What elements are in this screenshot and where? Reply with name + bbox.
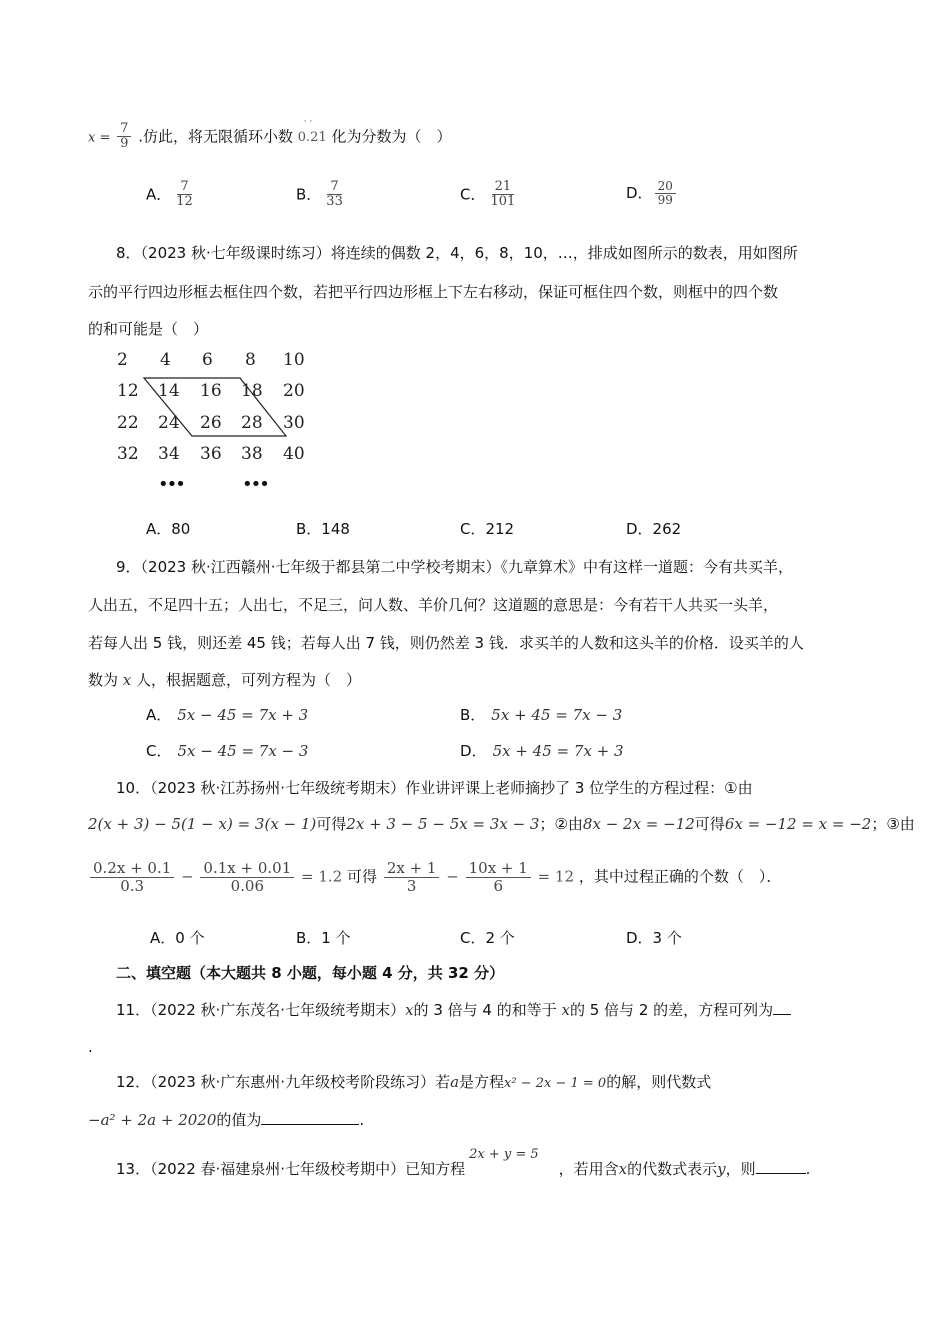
grid-cell: 14: [158, 381, 180, 401]
q10-line3: $\frac{0.2x + 0.1}{0.3}$ − $\frac{0.1x + 0.01}{0.06}$ = 1.2 可得 $\frac{2x + 1}{3}$ − $\frac{10x + 1}{6}$ = 12 ，其中过程正确的个数（ ）．: [88, 860, 781, 894]
q8-line3: 的和可能是（ ）: [88, 320, 209, 338]
grid-cell: 18: [241, 381, 263, 401]
q9-line4: 数为 x 人，根据题意，可列方程为（ ）: [88, 671, 362, 689]
q8-option-d[interactable]: D．262: [626, 520, 682, 538]
ellipsis-icon: •••: [158, 474, 184, 495]
q13-line: 13．（2022 春·福建泉州·七年级校考期中）已知方程2x + y = 5，若用含x的代数式表示y，则 .: [116, 1147, 811, 1178]
q10-option-a[interactable]: A．0 个: [150, 929, 205, 947]
answer-blank[interactable]: [261, 1124, 359, 1125]
q12-line2: −a² + 2a + 2020的值为 .: [88, 1111, 365, 1129]
q10-line1: 10．（2023 秋·江苏扬州·七年级统考期末）作业讲评课上老师摘抄了 3 位学生的方程过程：①由: [116, 779, 753, 797]
grid-cell: 6: [202, 350, 213, 370]
q8-option-c[interactable]: C．212: [460, 520, 515, 538]
q10-option-b[interactable]: B．1 个: [296, 929, 351, 947]
q7-option-d[interactable]: D． $\frac{20}{99}$: [626, 180, 678, 207]
grid-cell: 12: [117, 381, 139, 401]
answer-blank[interactable]: [756, 1173, 806, 1174]
q10-option-c[interactable]: C．2 个: [460, 929, 515, 947]
grid-cell: 10: [283, 350, 305, 370]
grid-cell: 38: [241, 444, 263, 464]
q7-lead-fraction: $\frac{7}{9}$: [117, 122, 131, 152]
grid-cell: 36: [200, 444, 222, 464]
ellipsis-icon: •••: [242, 474, 268, 495]
q7-repeat-dots: · ·: [303, 117, 313, 128]
q7-text2: 化为分数为（ ）: [331, 127, 452, 146]
grid-cell: 28: [241, 413, 263, 433]
grid-cell: 4: [160, 350, 171, 370]
q9-line1: 9．（2023 秋·江西赣州·七年级于都县第二中学校考期末）《九章算术》中有这样一道题：今有共买羊，: [116, 558, 794, 576]
q11-line: 11．（2022 秋·广东茂名·七年级统考期末）x的 3 倍与 4 的和等于 x的 5 倍与 2 的差，方程可列为: [116, 999, 791, 1020]
grid-cell: 22: [117, 413, 139, 433]
q9-option-a[interactable]: A． 5x − 45 = 7x + 3: [146, 706, 309, 724]
q10-option-d[interactable]: D．3 个: [626, 929, 682, 947]
q9-line3: 若每人出 5 钱，则还差 45 钱；若每人出 7 钱，则仍然差 3 钱．求买羊的人数和这头羊的价格．设买羊的人: [88, 634, 804, 652]
q9-option-d[interactable]: D． 5x + 45 = 7x + 3: [460, 742, 624, 760]
q7-line: [88, 117, 452, 152]
grid-cell: 2: [117, 350, 128, 370]
q7-option-c[interactable]: C． $\frac{21}{101}$: [460, 179, 516, 210]
grid-cell: 40: [283, 444, 305, 464]
q7-option-b[interactable]: B． $\frac{7}{33}$: [296, 179, 343, 210]
q9-option-c[interactable]: C． 5x − 45 = 7x − 3: [146, 742, 309, 760]
q10-line2: 2(x + 3) − 5(1 − x) = 3(x − 1)可得2x + 3 − 5 − 5x = 3x − 3；②由8x − 2x = −12可得6x = −12 = x = −2；③由: [88, 815, 915, 833]
q8-line2: 示的平行四边形框去框住四个数，若把平行四边形框上下左右移动，保证可框住四个数，则框中的四个数: [88, 283, 779, 301]
grid-cell: 16: [200, 381, 222, 401]
section-title: 二、填空题（本大题共 8 小题，每小题 4 分，共 32 分）: [116, 964, 505, 982]
q7-decimal: 0.21: [297, 130, 327, 146]
grid-cell: 8: [245, 350, 256, 370]
grid-cell: 26: [200, 413, 222, 433]
q11-end: .: [88, 1038, 93, 1056]
q7-lead-math: x =: [88, 130, 111, 146]
answer-blank[interactable]: [773, 1014, 791, 1015]
q12-line1: 12．（2023 秋·广东惠州·九年级校考阶段练习）若a是方程x² − 2x − 1 = 0的解，则代数式: [116, 1073, 712, 1091]
q9-option-b[interactable]: B． 5x + 45 = 7x − 3: [460, 706, 623, 724]
grid-cell: 20: [283, 381, 305, 401]
grid-cell: 34: [158, 444, 180, 464]
q9-line2: 人出五，不足四十五；人出七，不足三，问人数、羊价几何？这道题的意思是：今有若干人共买一头羊，: [88, 596, 779, 614]
q8-line1: 8．（2023 秋·七年级课时练习）将连续的偶数 2，4，6，8，10，…，排成如图所示的数表，用如图所: [116, 244, 798, 262]
grid-cell: 30: [283, 413, 305, 433]
q8-option-b[interactable]: B．148: [296, 520, 350, 538]
grid-cell: 32: [117, 444, 139, 464]
q8-option-a[interactable]: A．80: [146, 520, 191, 538]
number-grid: [100, 348, 320, 498]
q7-text1: .仿此，将无限循环小数: [138, 127, 293, 146]
q7-option-a[interactable]: A． $\frac{7}{12}$: [146, 179, 193, 210]
grid-cell: 24: [158, 413, 180, 433]
